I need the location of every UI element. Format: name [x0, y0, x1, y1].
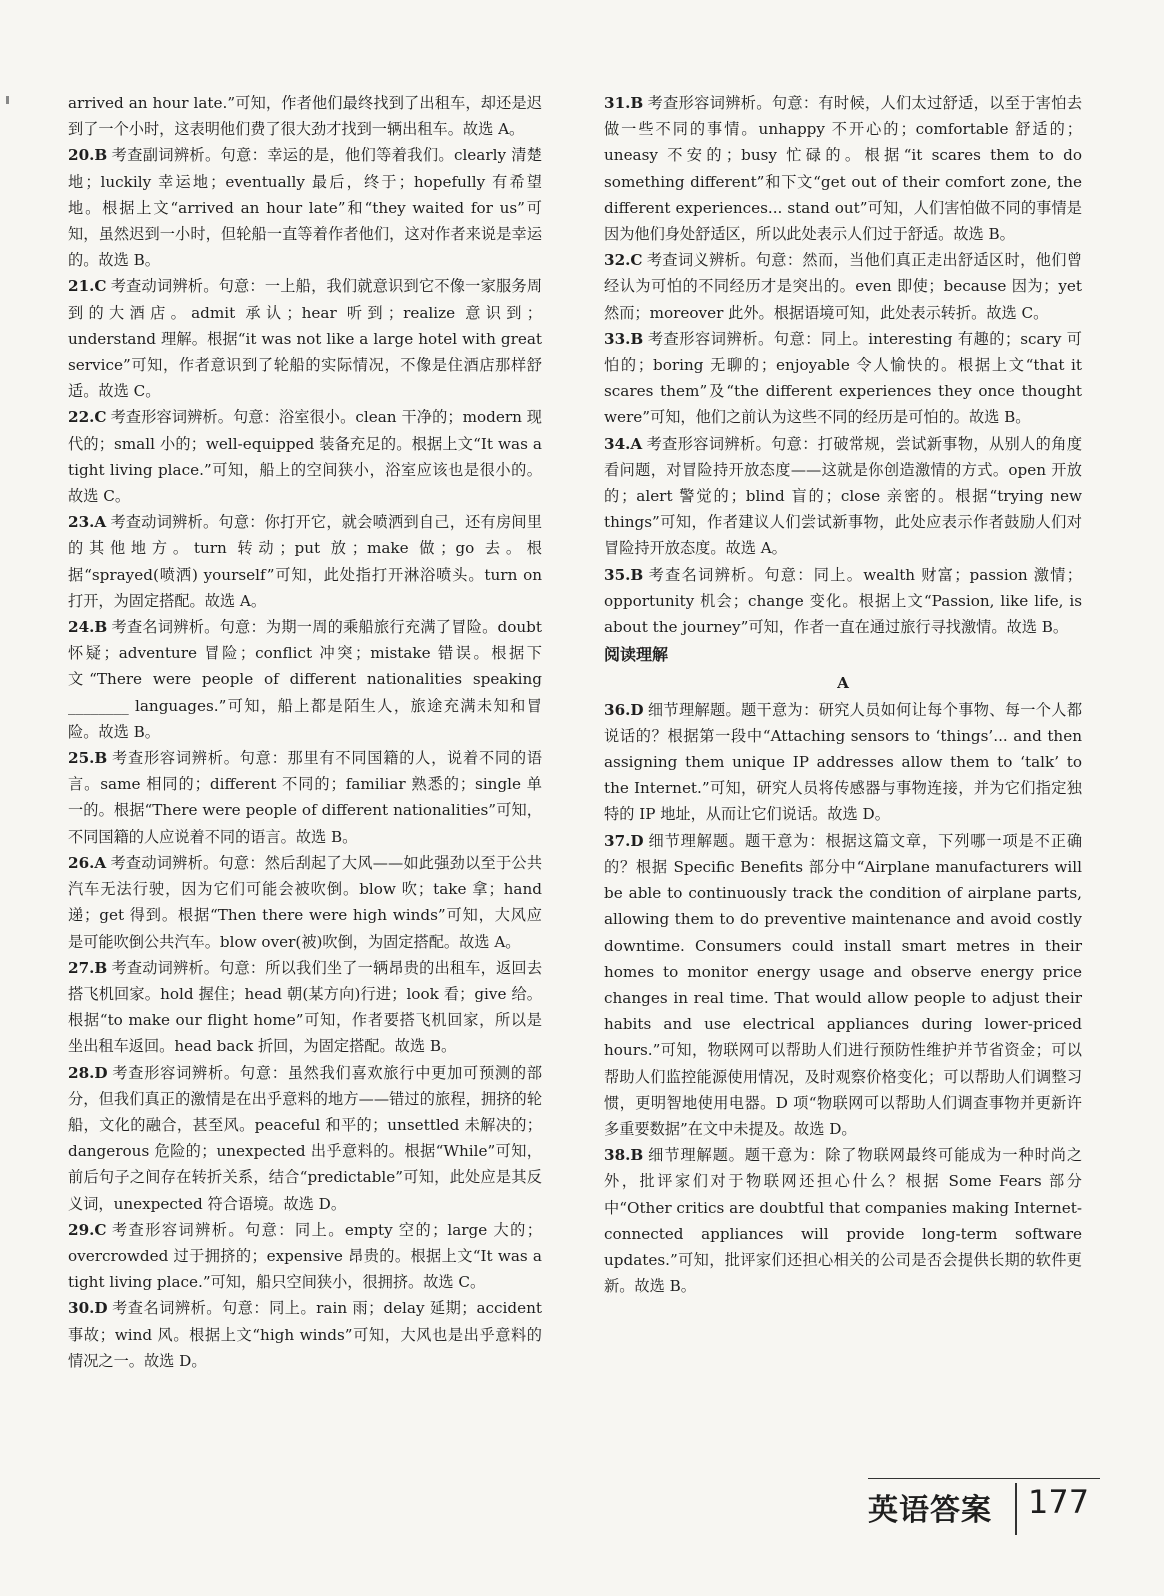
answer-item-32	[604, 247, 1082, 326]
answer-text: 考查动词辨析。句意：所以我们坐了一辆昂贵的出租车，返回去搭飞机回家。hold 握住；head 朝(某方向)行进；look 看；give 给。根据“to make our flight home”可知，作者要搭飞机回家，所以是坐出租车返回。head back 折回，为固定搭配。故选 B。	[68, 958, 542, 1056]
right-column	[604, 90, 1082, 1299]
answer-number: 23.A	[68, 513, 107, 532]
answer-text: 考查形容词辨析。句意：有时候，人们太过舒适，以至于害怕去做一些不同的事情。unhappy 不开心的；comfortable 舒适的；uneasy 不安的；busy 忙碌的。根据“it scares them to do something different”和下文“get out of their comfort zone, the different experiences... stand out”可知，人们害怕做不同的事情是因为他们身处舒适区，所以此处表示人们过于舒适。故选 B。	[604, 94, 1082, 244]
answer-number: 22.C	[68, 408, 107, 427]
answer-number: 38.B	[604, 1146, 644, 1165]
answer-number: 34.A	[604, 434, 643, 453]
answer-text: 考查动词辨析。句意：你打开它，就会喷洒到自己，还有房间里的其他地方。turn 转动；put 放；make 做；go 去。根据“sprayed(喷洒) yourself”可知，此处指打开淋浴喷头。turn on 打开，为固定搭配。故选 A。	[68, 513, 542, 610]
answer-text: 细节理解题。题干意为：研究人员如何让每个事物、每一个人都说话的？根据第一段中“Attaching sensors to ‘things’... and then assigning them unique IP addresses allow them to ‘talk’ to the Internet.”可知，研究人员将传感器与事物连接，并为它们指定独特的 IP 地址，从而让它们说话。故选 D。	[604, 700, 1082, 824]
answer-item-34	[604, 431, 1082, 562]
answer-text: 考查名词辨析。句意：为期一周的乘船旅行充满了冒险。doubt 怀疑；adventure 冒险；conflict 冲突；mistake 错误。根据下文“There were people of different nationalities speaking ________ languages.”可知，船上都是陌生人，旅途充满未知和冒险。故选 B。	[68, 618, 542, 741]
answer-text: 考查副词辨析。句意：幸运的是，他们等着我们。clearly 清楚地；luckily 幸运地；eventually 最后，终于；hopefully 有希望地。根据上文“arrived an hour late”和“they waited for us”可知，虽然迟到一小时，但轮船一直等着作者他们，这对作者来说是幸运的。故选 B。	[68, 146, 542, 270]
answer-text: 考查名词辨析。句意：同上。rain 雨；delay 延期；accident 事故；wind 风。根据上文“high winds”可知，大风也是出乎意料的情况之一。故选 D。	[68, 1299, 542, 1370]
answer-text: 考查名词辨析。句意：同上。wealth 财富；passion 激情；opportunity 机会；change 变化。根据上文“Passion, like life, is about the journey”可知，作者一直在通过旅行寻找激情。故选 B。	[604, 565, 1082, 637]
answer-number: 37.D	[604, 831, 644, 850]
answer-text: 考查词义辨析。句意：然而，当他们真正走出舒适区时，他们曾经认为可怕的不同经历才是突出的。even 即使；because 因为；yet 然而；moreover 此外。根据语境可知，此处表示转折。故选 C。	[604, 251, 1082, 322]
answer-number: 33.B	[604, 329, 644, 348]
answer-text: 考查形容词辨析。句意：虽然我们喜欢旅行中更加可预测的部分，但我们真正的激情是在出乎意料的地方——错过的旅程，拥挤的轮船，文化的融合，甚至风。peaceful 和平的；unsettled 未解决的；dangerous 危险的；unexpected 出乎意料的。根据“While”可知，前后句子之间存在转折关系，结合“predictable”可知，此处应是其反义词，unexpected 符合语境。故选 D。	[68, 1063, 542, 1213]
answer-item-24	[68, 614, 542, 745]
answer-number: 28.D	[68, 1063, 108, 1082]
answer-text: 考查形容词辨析。句意：那里有不同国籍的人，说着不同的语言。same 相同的；different 不同的；familiar 熟悉的；single 单一的。根据“There were people of different nationalities”可知，不同国籍的人应说着不同的语言。故选 B。	[68, 749, 542, 846]
answer-number: 30.D	[68, 1299, 108, 1318]
answer-item-36	[604, 697, 1082, 828]
answer-item-30	[68, 1295, 542, 1374]
answer-item-23	[68, 509, 542, 614]
answer-text: 细节理解题。题干意为：除了物联网最终可能成为一种时尚之外，批评家们对于物联网还担心什么？根据 Some Fears 部分中“Other critics are doubtful that companies making Internet-connected appliances will provide long-term software updates.”可知，批评家们还担心相关的公司是否会提供长期的软件更新。故选 B。	[604, 1146, 1082, 1296]
answer-number: 31.B	[604, 94, 644, 112]
section-heading: 阅读理解	[604, 645, 669, 665]
answer-text: arrived an hour late.”可知，作者他们最终找到了出租车，却还是迟到了一个小时，这表明他们费了很大劲才找到一辆出租车。故选 A。	[68, 94, 542, 139]
answer-text: 考查形容词辨析。句意：同上。interesting 有趣的；scary 可怕的；boring 无聊的；enjoyable 令人愉快的。根据上文“that it scares them”及“the different experiences they once thought were”可知，他们之前认为这些不同的经历是可怕的。故选 B。	[604, 329, 1082, 427]
answer-item-25	[68, 745, 542, 850]
answer-item-33	[604, 326, 1082, 431]
page-number: 177	[1028, 1483, 1090, 1521]
passage-label: A	[837, 674, 849, 693]
answer-item-27	[68, 955, 542, 1060]
answer-item-37	[604, 828, 1082, 1142]
page-footer	[868, 1478, 1100, 1541]
answer-number: 21.C	[68, 277, 107, 296]
answer-number: 20.B	[68, 146, 108, 165]
answer-text: 考查动词辨析。句意：一上船，我们就意识到它不像一家服务周到的大酒店。admit 承认；hear 听到；realize 意识到；understand 理解。根据“it was not like a large hotel with great service”可知，作者意识到了轮船的实际情况，不像是住酒店那样舒适。故选 C。	[68, 277, 542, 401]
answer-item-31	[604, 90, 1082, 247]
answer-item-20	[68, 142, 542, 273]
answer-text: 考查动词辨析。句意：然后刮起了大风——如此强劲以至于公共汽车无法行驶，因为它们可能会被吹倒。blow 吹；take 拿；hand 递；get 得到。根据“Then there were high winds”可知，大风应是可能吹倒公共汽车。blow over(被)吹倒，为固定搭配。故选 A。	[68, 853, 542, 951]
left-column	[68, 90, 542, 1374]
answer-item-22	[68, 404, 542, 509]
answer-text: 考查形容词辨析。句意：浴室很小。clean 干净的；modern 现代的；small 小的；well-equipped 装备充足的。根据上文“It was a tight living place.”可知，船上的空间狭小，浴室应该也是很小的。故选 C。	[68, 408, 542, 506]
answer-item-35	[604, 562, 1082, 641]
answer-text: 考查形容词辨析。句意：打破常规，尝试新事物，从别人的角度看问题，对冒险持开放态度——这就是你创造激情的方式。open 开放的；alert 警觉的；blind 盲的；close 亲密的。根据“trying new things”可知，作者建议人们尝试新事物，此处应表示作者鼓励人们对冒险持开放态度。故选 A。	[604, 434, 1082, 558]
answer-item-28	[68, 1060, 542, 1217]
answer-number: 25.B	[68, 749, 108, 768]
answer-item-21	[68, 273, 542, 404]
answer-number: 26.A	[68, 853, 107, 872]
margin-mark	[6, 96, 9, 104]
footer-title: 英语答案	[868, 1493, 992, 1528]
answer-item-26	[68, 850, 542, 955]
answer-number: 27.B	[68, 958, 108, 977]
answer-number: 32.C	[604, 251, 643, 270]
footer-divider	[1015, 1483, 1017, 1535]
answer-item-29	[68, 1217, 542, 1296]
answer-item-19-cont	[68, 90, 542, 142]
answer-text: 细节理解题。题干意为：根据这篇文章，下列哪一项是不正确的？根据 Specific Benefits 部分中“Airplane manufacturers will be able to continuously track the condition of airplane parts, allowing them to do preventive maintenance and avoid costly downtime. Consumers could install smart metres in their homes to monitor energy usage and observe energy price changes in real time. That would allow people to adjust their habits and use electrical appliances during lower-priced hours.”可知，物联网可以帮助人们进行预防性维护并节省资金；可以帮助人们监控能源使用情况，及时观察价格变化；可以帮助人们调整习惯，更明智地使用电器。D 项“物联网可以帮助人们调查事物并更新许多重要数据”在文中未提及。故选 D。	[604, 831, 1082, 1138]
answer-number: 24.B	[68, 618, 108, 637]
answer-number: 36.D	[604, 700, 644, 719]
answer-text: 考查形容词辨析。句意：同上。empty 空的；large 大的；overcrowded 过于拥挤的；expensive 昂贵的。根据上文“It was a tight living place.”可知，船只空间狭小，很拥挤。故选 C。	[68, 1220, 542, 1292]
answer-item-38	[604, 1142, 1082, 1299]
answer-number: 35.B	[604, 565, 644, 584]
answer-number: 29.C	[68, 1220, 107, 1239]
